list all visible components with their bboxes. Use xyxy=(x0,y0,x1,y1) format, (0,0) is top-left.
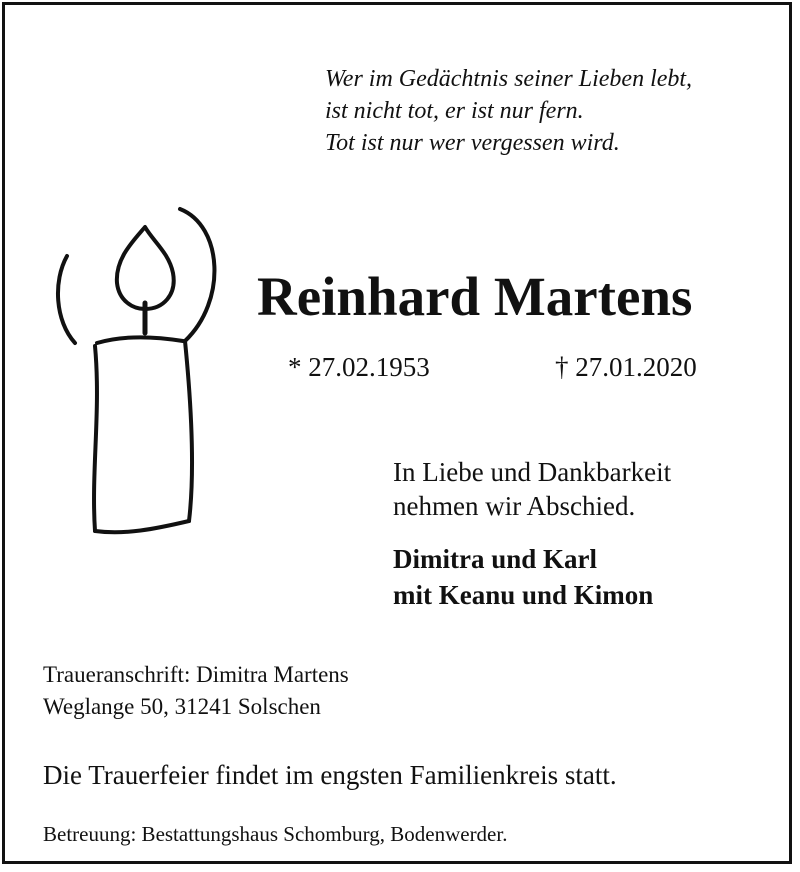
poem-line: Wer im Gedächtnis seiner Lieben lebt, xyxy=(325,66,693,92)
funeral-home-credit: Betreuung: Bestattungshaus Schomburg, Bodenwerder. xyxy=(43,822,508,846)
mourners-line: Dimitra und Karl xyxy=(393,544,598,574)
poem-line: ist nicht tot, er ist nur fern. xyxy=(325,98,584,124)
obituary-frame xyxy=(2,2,792,864)
farewell-line: nehmen wir Abschied. xyxy=(393,491,636,521)
address-line: Traueranschrift: Dimitra Martens xyxy=(43,662,349,687)
mourners xyxy=(393,541,653,613)
farewell-text xyxy=(393,455,671,523)
ceremony-notice: Die Trauerfeier findet im engsten Familienkreis statt. xyxy=(43,760,617,790)
poem-line: Tot ist nur wer vergessen wird. xyxy=(325,130,620,156)
mourning-address xyxy=(43,659,349,723)
mourners-line: mit Keanu und Kimon xyxy=(393,580,654,610)
candle-icon xyxy=(45,201,235,551)
farewell-line: In Liebe und Dankbarkeit xyxy=(393,457,672,487)
birth-date: * 27.02.1953 xyxy=(288,352,430,382)
deceased-name: Reinhard Martens xyxy=(257,266,693,327)
death-date: † 27.01.2020 xyxy=(555,352,697,382)
address-line: Weglange 50, 31241 Solschen xyxy=(43,694,321,719)
poem xyxy=(325,63,775,159)
